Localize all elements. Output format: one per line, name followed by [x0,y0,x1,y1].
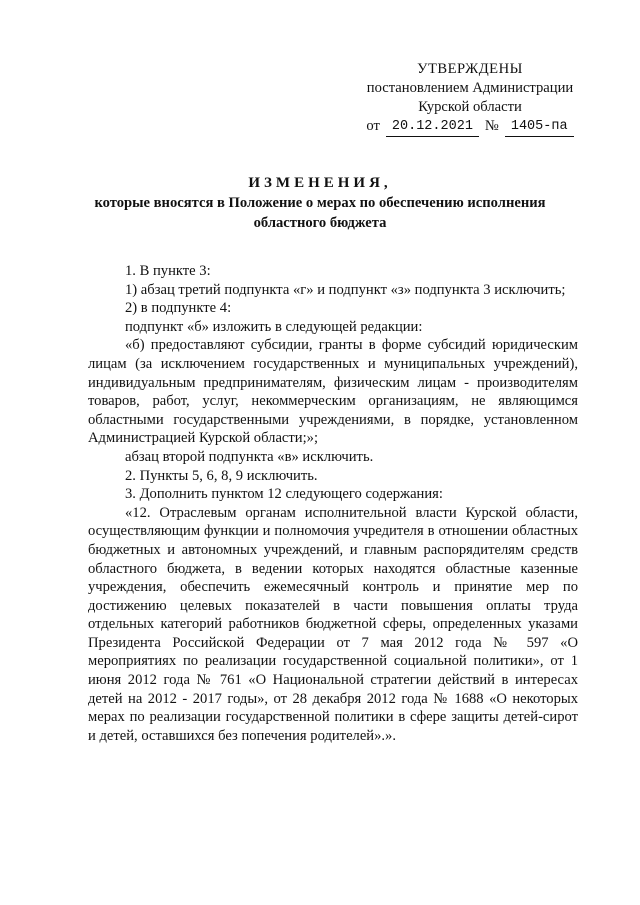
paragraph: 2. Пункты 5, 6, 8, 9 исключить. [125,467,318,484]
document-heading [60,173,580,233]
approval-number: 1405-па [505,117,574,137]
heading-sub-2: областного бюджета [253,215,387,231]
document-body [88,262,578,745]
heading-sub-1: которые вносятся в Положение о мерах по обеспечению исполнения [94,195,546,211]
paragraph: 1) абзац третий подпункта «г» и подпункт «з» подпункта 3 исключить; [125,281,566,298]
approval-line-2: Курской области [418,99,522,115]
paragraph: подпункт «б» изложить в следующей редакции: [125,318,423,335]
paragraph: 2) в подпункте 4: [125,300,232,317]
approval-line-1: постановлением Администрации [366,80,574,96]
paragraph: 3. Дополнить пунктом 12 следующего содержания: [125,486,443,503]
paragraph: «12. Отраслевым органам исполнительной власти Курской области, осуществляющим функции и полномочия учредителя в отношении областных бюджетных и автономных учреждений, и главным распорядителям средств областного бюджета, в ведении которых находятся областные казенные учреждения, обеспечить ежемесячный контроль и принятие мер по достижению целевых показателей в части повышения оплаты труда отдельных категорий работников бюджетной сферы, определенных указами Президента Российской Федерации от 7 мая 2012 года № 597 «О мероприятиях по реализации государственной социальной политики», от 1 июня 2012 года № 761 «О Национальной стратегии действий в интересах детей на 2012 - 2017 годы», от 28 декабря 2012 года № 1688 «О некоторых мерах по реализации государственной политики в сфере защиты детей-сирот и детей, оставшихся без попечения родителей».». [88,504,578,744]
paragraph: абзац второй подпункта «в» исключить. [125,448,374,465]
approval-title: УТВЕРЖДЕНЫ [417,61,523,77]
approval-number-label: № [484,118,499,134]
approval-block [355,60,585,137]
approval-from-label: от [366,118,380,134]
paragraph: 1. В пункте 3: [125,263,211,279]
approval-date-line [355,117,585,137]
paragraph: «б) предоставляют субсидии, гранты в форме субсидий юридическим лицам (за исключением государственных и муниципальных учреждений), индивидуальным предпринимателям, физическим лицам - производителям товаров, работ, услуг, некоммерческим организациям, не являющимся областными государственными учреждениями, в порядке, установленном Администрацией Курской области;»; [88,337,578,447]
heading-main: ИЗМЕНЕНИЯ, [248,175,392,191]
approval-date: 20.12.2021 [386,117,479,137]
